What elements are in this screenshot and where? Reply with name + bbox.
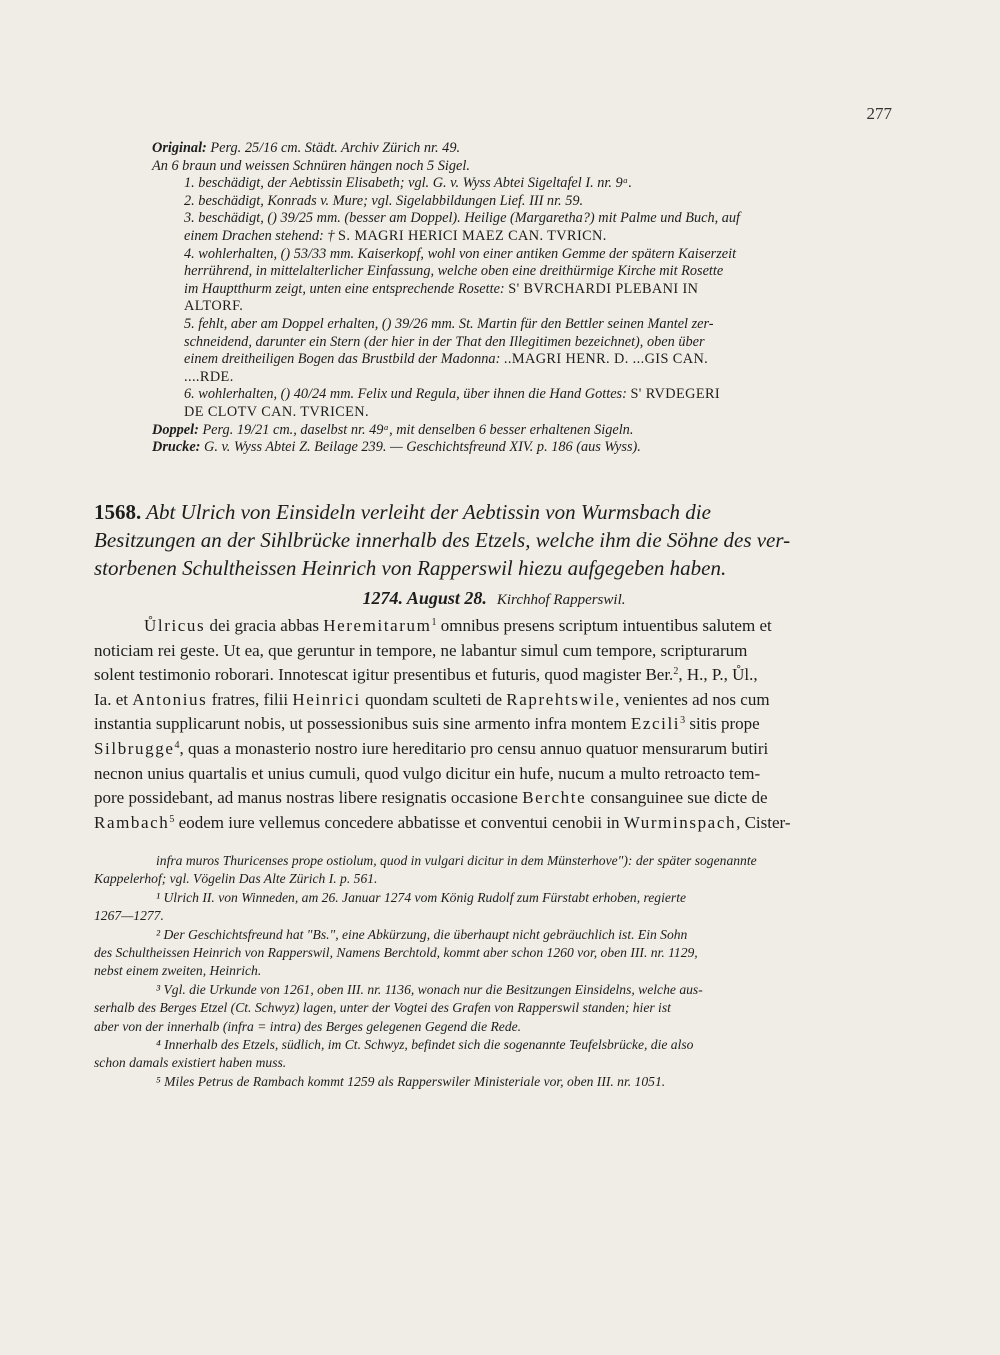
seal-6-legend: S' RVDEGERI [630, 386, 721, 403]
latin-line-2: noticiam rei geste. Ut ea, que geruntur in tempore, ne labantur simul cum tempore, scripturarum [94, 640, 748, 660]
latin-line-4 [94, 688, 894, 713]
latin-text-span: fratres, filii [207, 689, 293, 709]
latin-text [94, 614, 894, 835]
seal-4-line-4: ALTORF. [184, 298, 244, 315]
footnote-3-line-3: aber von der innerhalb (infra = intra) des Berges gelegenen Gegend die Rede. [94, 1018, 522, 1034]
footnote-ref-3: 3 [680, 715, 686, 727]
footnote-ref-2: 2 [673, 666, 679, 678]
seal-2: 2. beschädigt, Konrads v. Mure; vgl. Sigelabbildungen Lief. III nr. 59. [184, 192, 584, 209]
seal-5-legend: ..MAGRI HENR. D. ...GIS CAN. [503, 351, 709, 368]
seal-4-line-2: herrührend, in mittelalterlicher Einfassung, welche oben eine dreithürmige Kirche mit Rosette [184, 263, 724, 280]
page-number: 277 [866, 104, 892, 123]
latin-line-8 [94, 786, 894, 811]
original-note [152, 140, 892, 158]
seal-4-legend: S' BVRCHARDI PLEBANI IN [508, 280, 699, 297]
seal-5-line-3 [152, 351, 892, 369]
title-line-2: Besitzungen an der Sihlbrücke innerhalb des Etzels, welche ihm die Söhne des ver- [94, 528, 791, 552]
latin-text-span: instantia supplicarunt nobis, ut possessionibus suis sine armento infra montem [94, 714, 631, 734]
seal-5-text: einem dreitheiligen Bogen das Brustbild der Madonna: [184, 351, 504, 368]
name-heinrici: Heinrici [292, 689, 361, 709]
footnote-1-line-1: ¹ Ulrich II. von Winneden, am 26. Januar 1274 vom König Rudolf zum Fürstabt erhoben, regierte [156, 889, 687, 905]
footnote-5-line-1: ⁵ Miles Petrus de Rambach kommt 1259 als Rapperswiler Ministeriale vor, oben III. nr. 1051. [156, 1073, 666, 1089]
title-line-3: storbenen Schultheissen Heinrich von Rapperswil hiezu aufgegeben haben. [94, 556, 727, 580]
seal-4-line-1: 4. wohlerhalten, () 53/33 mm. Kaiserkopf, wohl von einer antiken Gemme der spätern Kaiserzeit [184, 245, 737, 262]
latin-line-5 [94, 712, 894, 737]
latin-text-span: , Cister- [736, 812, 791, 832]
doppel-label: Doppel: [152, 421, 199, 438]
name-antonius: Antonius [132, 689, 208, 709]
seal-5-line-4: ....RDE. [184, 368, 234, 385]
footnote-ref-4: 4 [174, 739, 180, 751]
latin-text-span: , H., P., Ůl., [678, 665, 758, 685]
footnote-3-line-1: ³ Vgl. die Urkunde von 1261, oben III. nr. 1136, wonach nur die Besitzungen Einsidelns, welche aus- [156, 981, 703, 997]
footnote-2-line-1: ² Der Geschichtsfreund hat "Bs.", eine Abkürzung, die überhaupt nicht gebräuchlich ist. Ein Sohn [156, 926, 688, 942]
seal-4-line-3 [152, 281, 892, 299]
seal-5-line-2: schneidend, darunter ein Stern (der hier in der That den Illegitimen bezeichnet), oben über [184, 333, 705, 350]
footnote-1-line-2: 1267—1277. [94, 908, 164, 924]
seal-3-legend: S. MAGRI HERICI MAEZ CAN. TVRICN. [338, 227, 607, 244]
latin-line-3 [94, 663, 894, 688]
latin-text-span: consanguinee sue dicte de [586, 788, 768, 808]
footnote-4-line-1: ⁴ Innerhalb des Etzels, südlich, im Ct. Schwyz, befindet sich die sogenannte Teufelsbrücke, die also [156, 1037, 694, 1053]
document-place: Kirchhof Rapperswil. [496, 592, 626, 608]
name-wurminspach: Wurminspach [623, 812, 737, 832]
seal-1: 1. beschädigt, der Aebtissin Elisabeth; vgl. G. v. Wyss Abtei Sigeltafel I. nr. 9ᵃ. [184, 175, 632, 192]
latin-text-span: solent testimonio roborari. Innotescat igitur presentibus et futuris, quod magister Ber. [94, 665, 674, 685]
latin-text-span: pore possidebant, ad manus nostras libere resignatis occasione [94, 788, 523, 808]
footnote-ref-5: 5 [169, 813, 175, 825]
doppel-text: Perg. 19/21 cm., daselbst nr. 49ᵃ, mit denselben 6 besser erhaltenen Sigeln. [202, 421, 634, 438]
footnote-2-line-2: des Schultheissen Heinrich von Rapperswil, Namens Berchtold, kommt aber schon 1260 vor, oben III. nr. 1129, [94, 945, 698, 961]
original-text: Perg. 25/16 cm. Städt. Archiv Zürich nr. 49. [210, 140, 461, 156]
name-ezcili: Ezcili [630, 714, 681, 734]
title-line-1 [94, 498, 894, 526]
latin-line-9 [94, 811, 894, 836]
name-heremitarum: Heremitarum [323, 616, 432, 635]
footnote-2-line-3: nebst einem zweiten, Heinrich. [94, 963, 262, 979]
seal-3-line-2 [152, 228, 892, 246]
seal-5-line-1: 5. fehlt, aber am Doppel erhalten, () 39/26 mm. St. Martin für den Bettler seinen Mantel zer- [184, 315, 714, 332]
drucke-text: G. v. Wyss Abtei Z. Beilage 239. — Geschichtsfreund XIV. p. 186 (aus Wyss). [204, 439, 641, 456]
latin-line-7: necnon unius quartalis et unius cumuli, quod vulgo dicitur ein hufe, nucum a multo retroacto tem- [94, 763, 761, 783]
latin-text-span: quondam sculteti de [360, 689, 507, 709]
document-date: 1274. August 28. [362, 588, 487, 608]
latin-text-span: eodem iure vellemus concedere abbatisse et conventui cenobii in [174, 812, 624, 832]
footnote-3-line-2: serhalb des Berges Etzel (Ct. Schwyz) lagen, unter der Vogtei des Grafen von Rapperswil standen; hier ist [94, 1000, 671, 1016]
name-raprehtswile: Raprehtswile [506, 689, 616, 709]
seal-3-text: einem Drachen stehend: † [184, 227, 339, 244]
footnote-continuation-line-1: infra muros Thuricenses prope ostiolum, quod in vulgari dicitur in dem Münsterhove"): der später sogenannte [156, 853, 757, 868]
footnote-4-line-2: schon damals existiert haben muss. [94, 1055, 287, 1071]
seal-6-line-1 [152, 386, 892, 404]
drucke-label: Drucke: [152, 439, 201, 456]
archive-notes [152, 140, 892, 457]
latin-line-1 [94, 614, 894, 639]
seals-intro: An 6 braun und weissen Schnüren hängen noch 5 Sigel. [152, 157, 470, 174]
latin-text-span: dei gracia abbas [205, 616, 324, 635]
name-rambach: Rambach [94, 812, 170, 832]
latin-line-6 [94, 737, 894, 762]
date-line [94, 588, 894, 609]
doppel-note [152, 422, 892, 440]
latin-text-span: , venientes ad nos cum [615, 689, 770, 709]
latin-text-span: , quas a monasterio nostro iure hereditario pro censu annuo quatuor mensurarum butiri [179, 738, 769, 758]
name-berchte: Berchte [522, 788, 587, 808]
seal-6-line-2: DE CLOTV CAN. TVRICEN. [184, 403, 369, 420]
document-number: 1568. [94, 500, 142, 524]
seal-4-text: im Hauptthurm zeigt, unten eine entsprechende Rosette: [184, 280, 509, 297]
title-text-1: Abt Ulrich von Einsideln verleiht der Aebtissin von Wurmsbach die [146, 500, 711, 524]
latin-text-span: sitis prope [685, 714, 760, 734]
footnote-ref-1: 1 [431, 617, 437, 628]
seal-6-text: 6. wohlerhalten, () 40/24 mm. Felix und Regula, über ihnen die Hand Gottes: [184, 386, 631, 403]
drucke-note [152, 439, 892, 457]
name-ulricus: Ůlricus [144, 616, 206, 635]
document-title [94, 498, 894, 582]
footnotes [94, 852, 894, 1091]
latin-text-span: Ia. et [94, 689, 133, 709]
name-silbrugge: Silbrugge [94, 738, 175, 758]
original-label: Original: [152, 140, 207, 156]
latin-text-span: omnibus presens scriptum intuentibus salutem et [436, 616, 772, 635]
footnote-continuation-line-2: Kappelerhof; vgl. Vögelin Das Alte Zürich I. p. 561. [94, 871, 378, 887]
seal-3-line-1: 3. beschädigt, () 39/25 mm. (besser am Doppel). Heilige (Margaretha?) mit Palme und Buch, auf [184, 210, 741, 227]
